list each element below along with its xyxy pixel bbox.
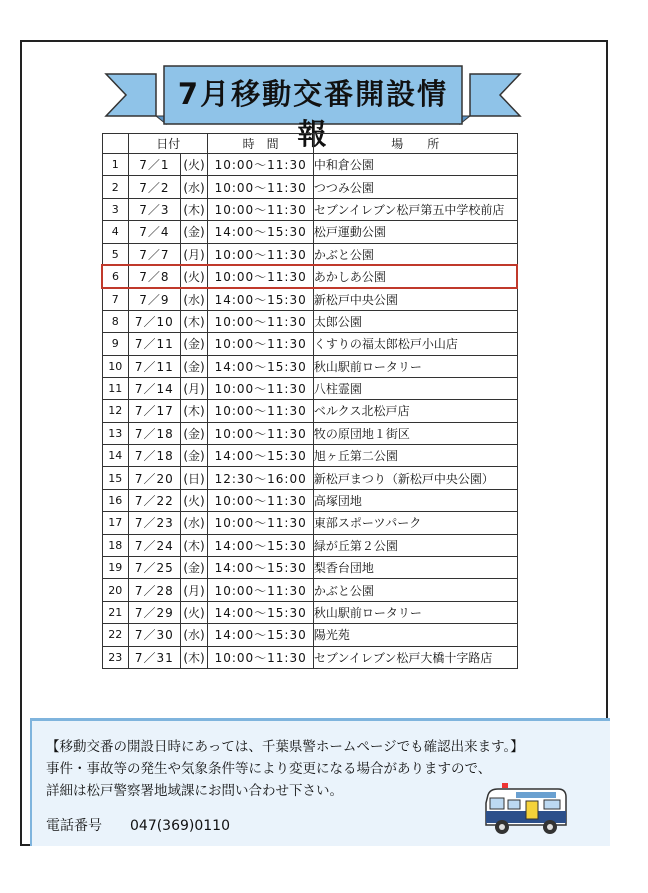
row-date: 7／11 xyxy=(129,355,181,377)
table-row xyxy=(102,221,517,243)
page-title: 7月移動交番開設情報 xyxy=(177,77,449,151)
row-day: (金) xyxy=(180,445,208,467)
row-number: 9 xyxy=(102,333,129,355)
notice-line-1: 【移動交番の開設日時にあっては、千葉県警ホームページでも確認出来ます。】 xyxy=(46,739,524,755)
row-day: (木) xyxy=(180,198,208,220)
row-number: 17 xyxy=(102,512,129,534)
table-row xyxy=(102,176,517,198)
row-time: 14:00～15:30 xyxy=(208,288,314,310)
table-row xyxy=(102,154,517,176)
row-day: (火) xyxy=(180,154,208,176)
police-bus-icon xyxy=(480,781,572,843)
table-row xyxy=(102,445,517,467)
row-place: あかしあ公園 xyxy=(313,265,517,287)
header-time: 時 間 xyxy=(208,134,314,154)
table-row xyxy=(102,243,517,265)
notice-line-3: 詳細は松戸警察署地域課にお問い合わせ下さい。 xyxy=(46,783,343,799)
row-day: (金) xyxy=(180,557,208,579)
row-date: 7／8 xyxy=(129,265,181,287)
row-day: (水) xyxy=(180,176,208,198)
row-day: (火) xyxy=(180,601,208,623)
row-date: 7／24 xyxy=(129,534,181,556)
row-time: 12:30～16:00 xyxy=(208,467,314,489)
row-time: 10:00～11:30 xyxy=(208,198,314,220)
row-place: 松戸運動公園 xyxy=(313,221,517,243)
row-day: (月) xyxy=(180,243,208,265)
row-day: (水) xyxy=(180,288,208,310)
row-number: 2 xyxy=(102,176,129,198)
row-time: 10:00～11:30 xyxy=(208,310,314,332)
row-number: 15 xyxy=(102,467,129,489)
row-day: (月) xyxy=(180,377,208,399)
row-date: 7／17 xyxy=(129,400,181,422)
table-row xyxy=(102,534,517,556)
row-date: 7／18 xyxy=(129,445,181,467)
table-row xyxy=(102,422,517,444)
table-row xyxy=(102,579,517,601)
row-number: 13 xyxy=(102,422,129,444)
row-number: 6 xyxy=(102,265,129,287)
row-place: 八柱霊園 xyxy=(313,377,517,399)
row-number: 12 xyxy=(102,400,129,422)
row-day: (月) xyxy=(180,579,208,601)
table-row xyxy=(102,512,517,534)
phone-label: 電話番号 xyxy=(46,818,102,834)
row-place: ベルクス北松戸店 xyxy=(313,400,517,422)
row-place: 太郎公園 xyxy=(313,310,517,332)
header-no xyxy=(102,134,129,154)
row-place: くすりの福太郎松戸小山店 xyxy=(313,333,517,355)
row-number: 22 xyxy=(102,624,129,646)
phone-info xyxy=(46,815,258,835)
row-day: (金) xyxy=(180,221,208,243)
row-place: 新松戸中央公園 xyxy=(313,288,517,310)
row-day: (金) xyxy=(180,355,208,377)
row-place: 陽光苑 xyxy=(313,624,517,646)
row-day: (火) xyxy=(180,265,208,287)
header-place: 場 所 xyxy=(313,134,517,154)
row-place: 秋山駅前ロータリー xyxy=(313,355,517,377)
row-number: 21 xyxy=(102,601,129,623)
row-place: セブンイレブン松戸大橋十字路店 xyxy=(313,646,517,668)
row-date: 7／14 xyxy=(129,377,181,399)
row-number: 1 xyxy=(102,154,129,176)
row-date: 7／10 xyxy=(129,310,181,332)
row-number: 19 xyxy=(102,557,129,579)
row-date: 7／18 xyxy=(129,422,181,444)
row-time: 10:00～11:30 xyxy=(208,333,314,355)
row-place: かぶと公園 xyxy=(313,243,517,265)
row-time: 10:00～11:30 xyxy=(208,422,314,444)
table-header-row xyxy=(102,134,517,154)
row-date: 7／29 xyxy=(129,601,181,623)
table-row xyxy=(102,489,517,511)
table-row xyxy=(102,198,517,220)
row-number: 10 xyxy=(102,355,129,377)
row-number: 4 xyxy=(102,221,129,243)
table-row xyxy=(102,601,517,623)
row-time: 14:00～15:30 xyxy=(208,624,314,646)
row-time: 10:00～11:30 xyxy=(208,176,314,198)
row-number: 7 xyxy=(102,288,129,310)
row-date: 7／3 xyxy=(129,198,181,220)
table-row xyxy=(102,624,517,646)
row-date: 7／22 xyxy=(129,489,181,511)
row-number: 14 xyxy=(102,445,129,467)
row-time: 10:00～11:30 xyxy=(208,512,314,534)
row-day: (木) xyxy=(180,534,208,556)
row-place: 東部スポーツパーク xyxy=(313,512,517,534)
row-time: 14:00～15:30 xyxy=(208,601,314,623)
row-date: 7／7 xyxy=(129,243,181,265)
row-day: (火) xyxy=(180,489,208,511)
row-date: 7／25 xyxy=(129,557,181,579)
row-place: 秋山駅前ロータリー xyxy=(313,601,517,623)
row-date: 7／20 xyxy=(129,467,181,489)
row-day: (金) xyxy=(180,422,208,444)
row-time: 10:00～11:30 xyxy=(208,377,314,399)
notice-line-2: 事件・事故等の発生や気象条件等により変更になる場合がありますので、 xyxy=(46,761,492,777)
row-day: (水) xyxy=(180,624,208,646)
row-time: 10:00～11:30 xyxy=(208,265,314,287)
row-date: 7／23 xyxy=(129,512,181,534)
row-number: 8 xyxy=(102,310,129,332)
row-day: (木) xyxy=(180,310,208,332)
row-number: 16 xyxy=(102,489,129,511)
table-row xyxy=(102,310,517,332)
row-date: 7／9 xyxy=(129,288,181,310)
row-date: 7／2 xyxy=(129,176,181,198)
row-place: 旭ヶ丘第二公園 xyxy=(313,445,517,467)
row-number: 5 xyxy=(102,243,129,265)
table-row xyxy=(102,265,517,287)
row-place: 牧の原団地１街区 xyxy=(313,422,517,444)
row-number: 18 xyxy=(102,534,129,556)
row-date: 7／1 xyxy=(129,154,181,176)
row-place: 中和倉公園 xyxy=(313,154,517,176)
notice-box xyxy=(30,718,610,846)
row-place: かぶと公園 xyxy=(313,579,517,601)
row-date: 7／11 xyxy=(129,333,181,355)
table-row xyxy=(102,646,517,668)
row-place: つつみ公園 xyxy=(313,176,517,198)
row-time: 14:00～15:30 xyxy=(208,445,314,467)
row-time: 14:00～15:30 xyxy=(208,557,314,579)
row-time: 10:00～11:30 xyxy=(208,243,314,265)
row-date: 7／31 xyxy=(129,646,181,668)
row-place: 高塚団地 xyxy=(313,489,517,511)
table-row xyxy=(102,355,517,377)
table-row xyxy=(102,288,517,310)
phone-number: 047(369)0110 xyxy=(130,818,230,834)
row-date: 7／4 xyxy=(129,221,181,243)
row-time: 14:00～15:30 xyxy=(208,355,314,377)
row-number: 11 xyxy=(102,377,129,399)
table-row xyxy=(102,333,517,355)
row-place: セブンイレブン松戸第五中学校前店 xyxy=(313,198,517,220)
row-day: (金) xyxy=(180,333,208,355)
row-day: (木) xyxy=(180,400,208,422)
row-place: 新松戸まつり（新松戸中央公園） xyxy=(313,467,517,489)
row-time: 10:00～11:30 xyxy=(208,579,314,601)
row-date: 7／28 xyxy=(129,579,181,601)
row-time: 10:00～11:30 xyxy=(208,646,314,668)
row-place: 梨香台団地 xyxy=(313,557,517,579)
row-place: 緑が丘第２公園 xyxy=(313,534,517,556)
row-day: (水) xyxy=(180,512,208,534)
row-time: 14:00～15:30 xyxy=(208,534,314,556)
row-number: 20 xyxy=(102,579,129,601)
row-date: 7／30 xyxy=(129,624,181,646)
row-day: (日) xyxy=(180,467,208,489)
schedule-table xyxy=(101,133,518,669)
table-row xyxy=(102,400,517,422)
row-time: 10:00～11:30 xyxy=(208,154,314,176)
row-number: 23 xyxy=(102,646,129,668)
row-time: 14:00～15:30 xyxy=(208,221,314,243)
row-number: 3 xyxy=(102,198,129,220)
row-time: 10:00～11:30 xyxy=(208,489,314,511)
row-day: (木) xyxy=(180,646,208,668)
table-row xyxy=(102,557,517,579)
header-date: 日付 xyxy=(129,134,208,154)
table-row xyxy=(102,377,517,399)
table-row xyxy=(102,467,517,489)
row-time: 10:00～11:30 xyxy=(208,400,314,422)
